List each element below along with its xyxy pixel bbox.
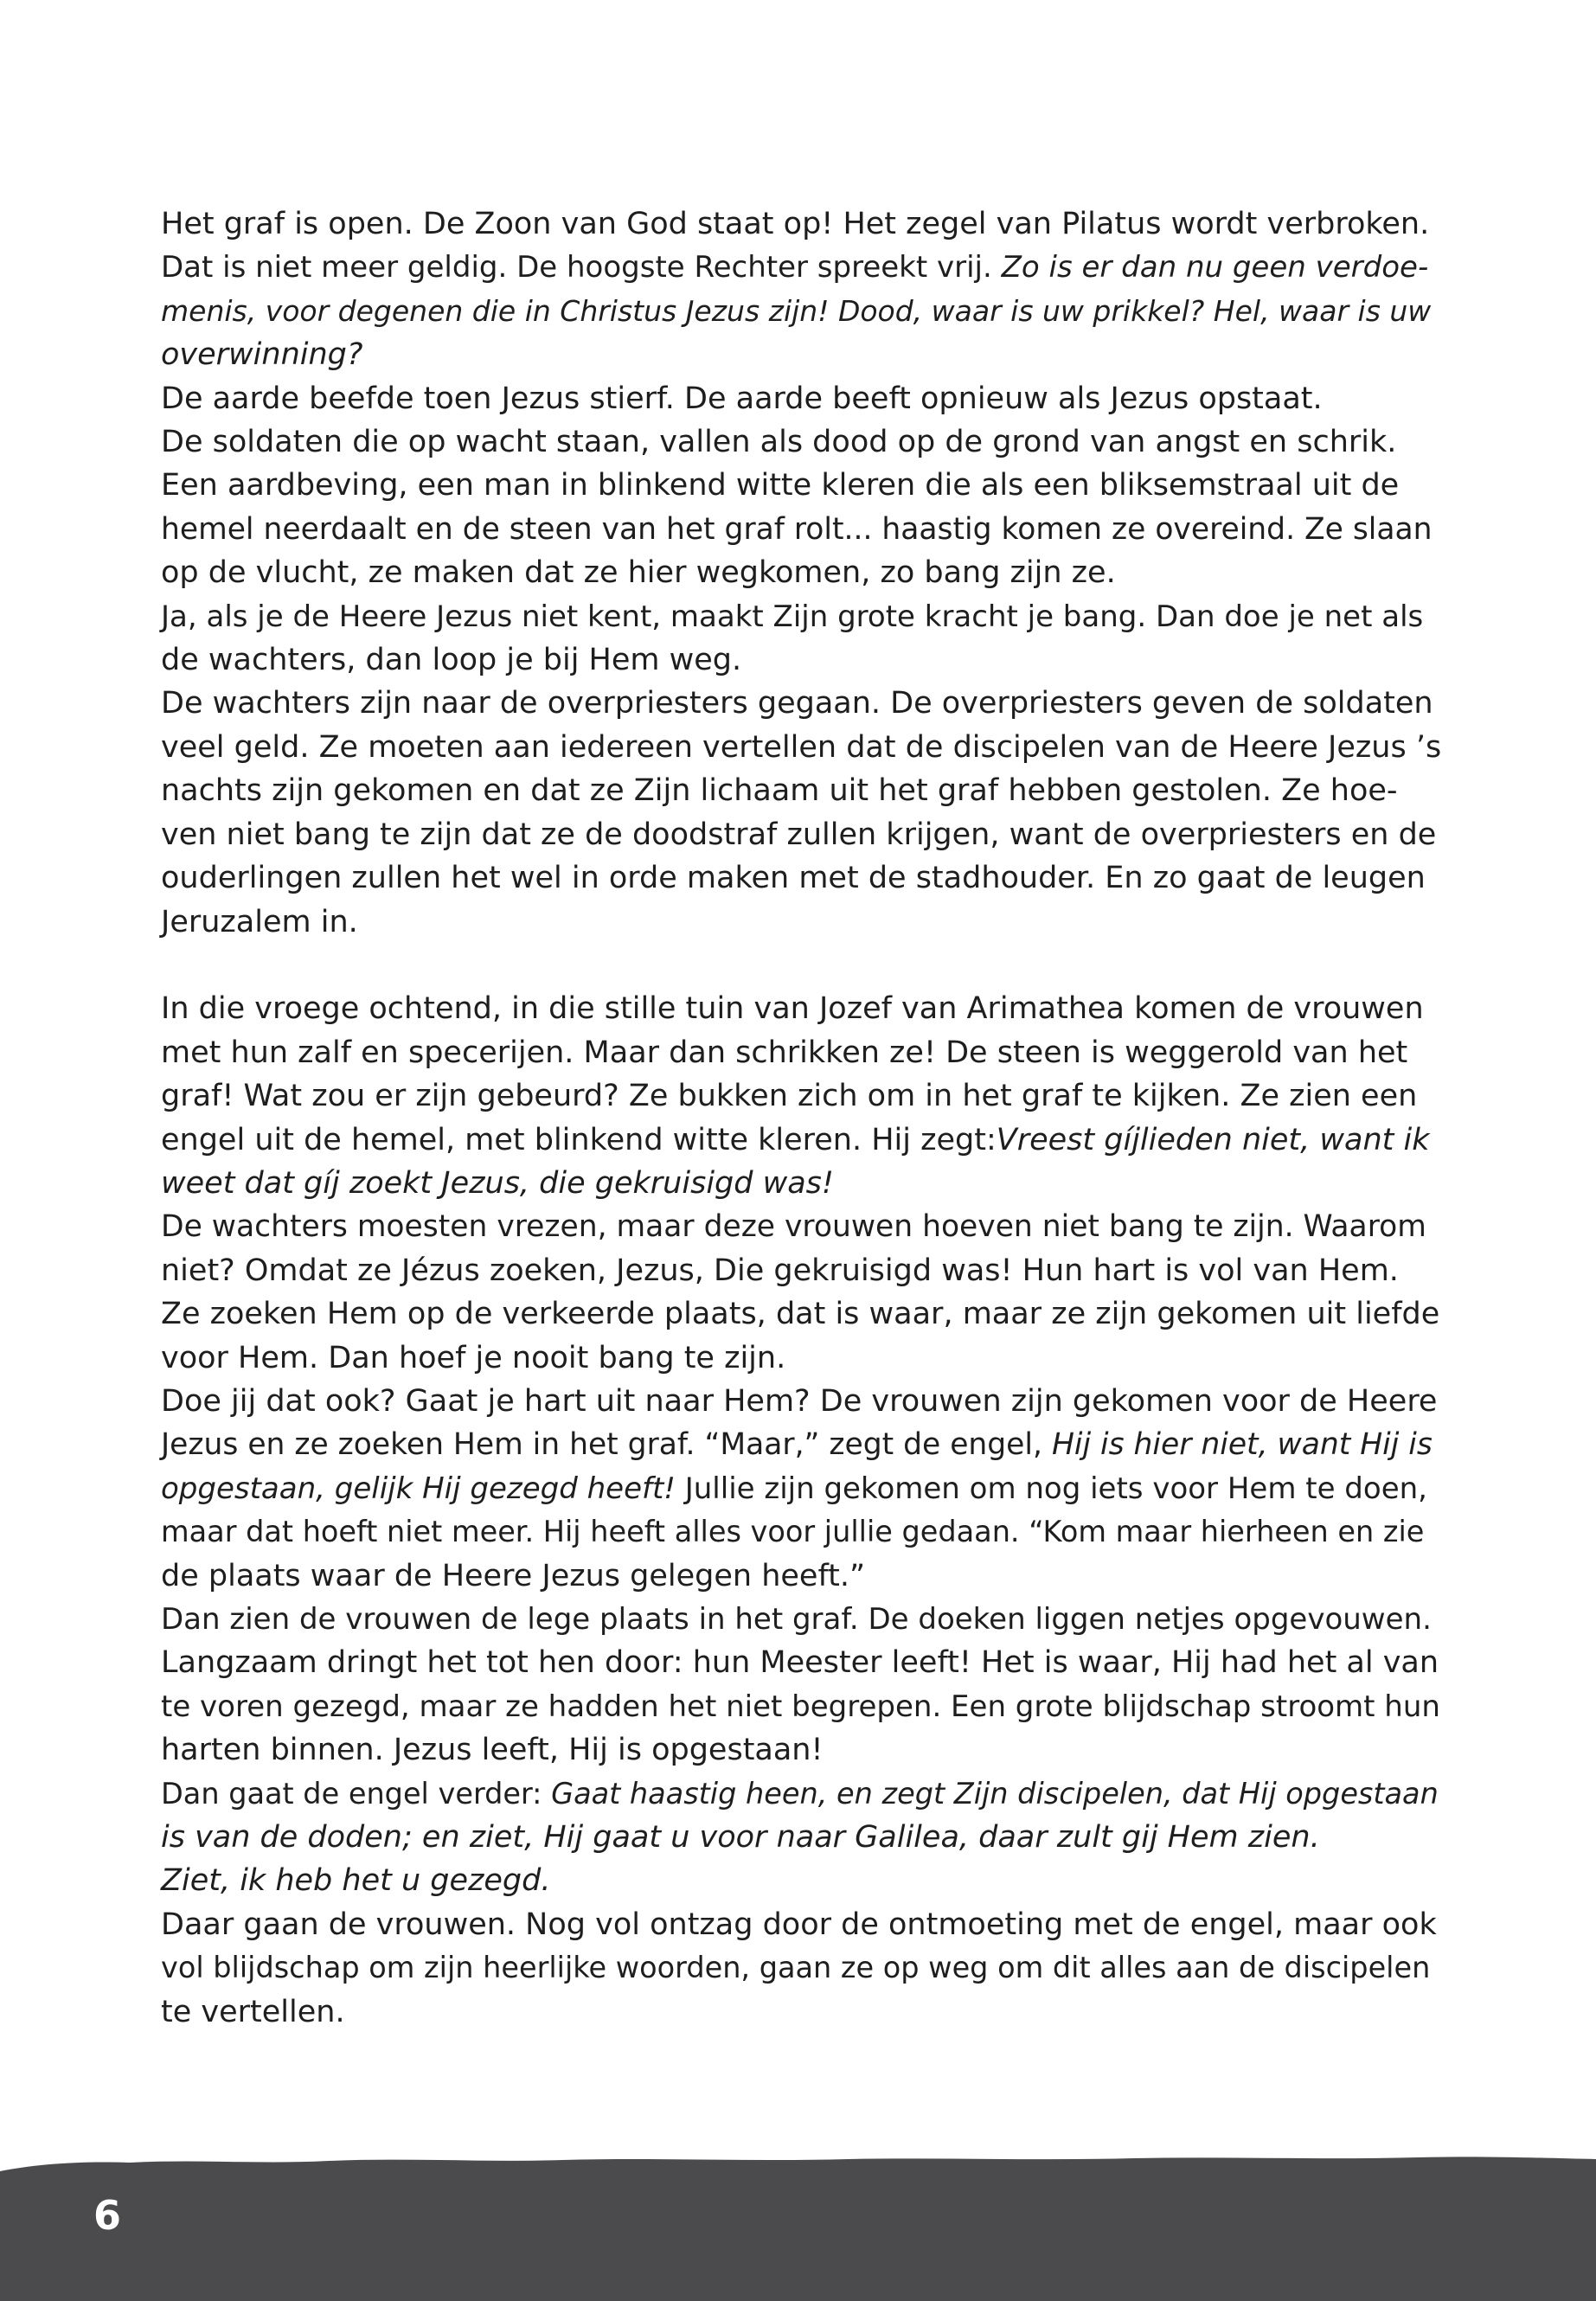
text-line: In die vroege ochtend, in die stille tuin van Jozef van Arimathea komen de vrouwen bbox=[161, 991, 1424, 1027]
text-line: de plaats waar de Heere Jezus gelegen heeft.” bbox=[161, 1558, 866, 1593]
text-line: te voren gezegd, maar ze hadden het niet begrepen. Een grote blijdschap stroomt hun bbox=[161, 1689, 1440, 1724]
text-line: graf! Wat zou er zijn gebeurd? Ze bukken zich om in het graf te kijken. Ze zien een bbox=[161, 1079, 1418, 1114]
scripture-quote: Ziet, ik heb het u gezegd. bbox=[161, 1863, 551, 1899]
scripture-quote: overwinning? bbox=[161, 337, 363, 373]
text-line: te vertellen. bbox=[161, 1994, 345, 2029]
text-line bbox=[161, 246, 1441, 289]
scripture-quote: opgestaan, gelijk Hij gezegd heeft! bbox=[161, 1471, 676, 1506]
text-line: voor Hem. Dan hoef je nooit bang te zijn. bbox=[161, 1340, 786, 1375]
scripture-quote: Vreest gíjlieden niet, want ik bbox=[996, 1122, 1430, 1157]
text-line: de wachters, dan loop je bij Hem weg. bbox=[161, 643, 742, 678]
text-line: veel geld. Ze moeten aan iedereen vertellen dat de discipelen van de Heere Jezus ’s bbox=[161, 729, 1442, 765]
text-line: maar dat hoeft niet meer. Hij heeft alles voor jullie gedaan. “Kom maar hierheen en zie bbox=[161, 1515, 1425, 1549]
text-run: engel uit de hemel, met blinkend witte kleren. Hij zegt: bbox=[161, 1122, 997, 1157]
text-line: Daar gaan de vrouwen. Nog vol ontzag door de ontmoeting met de engel, maar ook bbox=[161, 1907, 1437, 1942]
text-line: Doe jij dat ook? Gaat je hart uit naar Hem? De vrouwen zijn gekomen voor de Heere bbox=[161, 1383, 1438, 1419]
text-line: met hun zalf en specerijen. Maar dan schrikken ze! De steen is weggerold van het bbox=[161, 1035, 1408, 1070]
scripture-quote: weet dat gíj zoekt Jezus, die gekruisigd was! bbox=[161, 1165, 834, 1201]
text-line: ven niet bang te zijn dat ze de doodstraf zullen krijgen, want de overpriesters en de bbox=[161, 817, 1437, 852]
text-line bbox=[161, 1423, 1441, 1466]
text-line: Het graf is open. De Zoon van God staat op! Het zegel van Pilatus wordt verbroken. bbox=[161, 207, 1430, 241]
page-number: 6 bbox=[93, 2192, 122, 2239]
text-line: harten binnen. Jezus leeft, Hij is opgestaan! bbox=[161, 1733, 824, 1768]
text-line: De wachters moesten vrezen, maar deze vrouwen hoeven niet bang te zijn. Waarom bbox=[161, 1209, 1426, 1245]
text-line: Langzaam dringt het tot hen door: hun Meester leeft! Het is waar, Hij had het al van bbox=[161, 1645, 1439, 1681]
scripture-quote: Hij is hier niet, want Hij is bbox=[1051, 1427, 1433, 1463]
text-line: op de vlucht, ze maken dat ze hier wegkomen, zo bang zijn ze. bbox=[161, 555, 1116, 591]
scripture-quote: is van de doden; en ziet, Hij gaat u voor naar Galilea, daar zult gij Hem zien. bbox=[161, 1820, 1320, 1856]
footer-brush-stroke bbox=[0, 2147, 1596, 2301]
text-line: vol blijdschap om zijn heerlijke woorden, gaan ze op weg om dit alles aan de discipelen bbox=[161, 1951, 1431, 1985]
body-text bbox=[161, 202, 1441, 2034]
scripture-quote: Gaat haastig heen, en zegt Zijn discipelen, dat Hij opgestaan bbox=[551, 1776, 1439, 1811]
text-run: Jezus en ze zoeken Hem in het graf. “Maar,” zegt de engel, bbox=[161, 1427, 1052, 1463]
text-line: niet? Omdat ze Jézus zoeken, Jezus, Die gekruisigd was! Hun hart is vol van Hem. bbox=[161, 1253, 1399, 1288]
text-line: Ja, als je de Heere Jezus niet kent, maakt Zijn grote kracht je bang. Dan doe je net als bbox=[161, 599, 1424, 634]
footer-band-shape bbox=[0, 2157, 1596, 2301]
scripture-quote: menis, voor degenen die in Christus Jezus zijn! Dood, waar is uw prikkel? Hel, waar is uw bbox=[161, 293, 1432, 328]
text-line: De aarde beefde toen Jezus stierf. De aarde beeft opnieuw als Jezus opstaat. bbox=[161, 381, 1323, 416]
scripture-quote: Zo is er dan nu geen verdoe- bbox=[1001, 250, 1429, 285]
text-line: De wachters zijn naar de overpriesters gegaan. De overpriesters geven de soldaten bbox=[161, 686, 1433, 721]
text-line: Jeruzalem in. bbox=[161, 904, 358, 939]
text-line: Ze zoeken Hem op de verkeerde plaats, dat is waar, maar ze zijn gekomen uit liefde bbox=[161, 1297, 1440, 1332]
text-line: hemel neerdaalt en de steen van het graf rolt... haastig komen ze overeind. Ze slaan bbox=[161, 511, 1433, 547]
text-line bbox=[161, 1772, 1441, 1816]
text-line bbox=[161, 1118, 1441, 1162]
text-run: Jullie zijn gekomen om nog iets voor Hem te doen, bbox=[675, 1471, 1427, 1506]
text-line: Een aardbeving, een man in blinkend witte kleren die als een bliksemstraal uit de bbox=[161, 468, 1400, 503]
text-run: Dat is niet meer geldig. De hoogste Rechter spreekt vrij. bbox=[161, 250, 1002, 285]
paragraph-gap bbox=[161, 944, 1441, 987]
text-line: nachts zijn gekomen en dat ze Zijn lichaam uit het graf hebben gestolen. Ze hoe- bbox=[161, 773, 1398, 809]
text-run: Dan gaat de engel verder: bbox=[161, 1776, 552, 1811]
text-line bbox=[161, 1467, 1441, 1510]
text-line: De soldaten die op wacht staan, vallen als dood op de grond van angst en schrik. bbox=[161, 425, 1397, 460]
text-line: ouderlingen zullen het wel in orde maken met de stadhouder. En zo gaat de leugen bbox=[161, 861, 1426, 896]
text-line: Dan zien de vrouwen de lege plaats in het graf. De doeken liggen netjes opgevouwen. bbox=[161, 1601, 1432, 1637]
footer-band bbox=[0, 2147, 1596, 2301]
